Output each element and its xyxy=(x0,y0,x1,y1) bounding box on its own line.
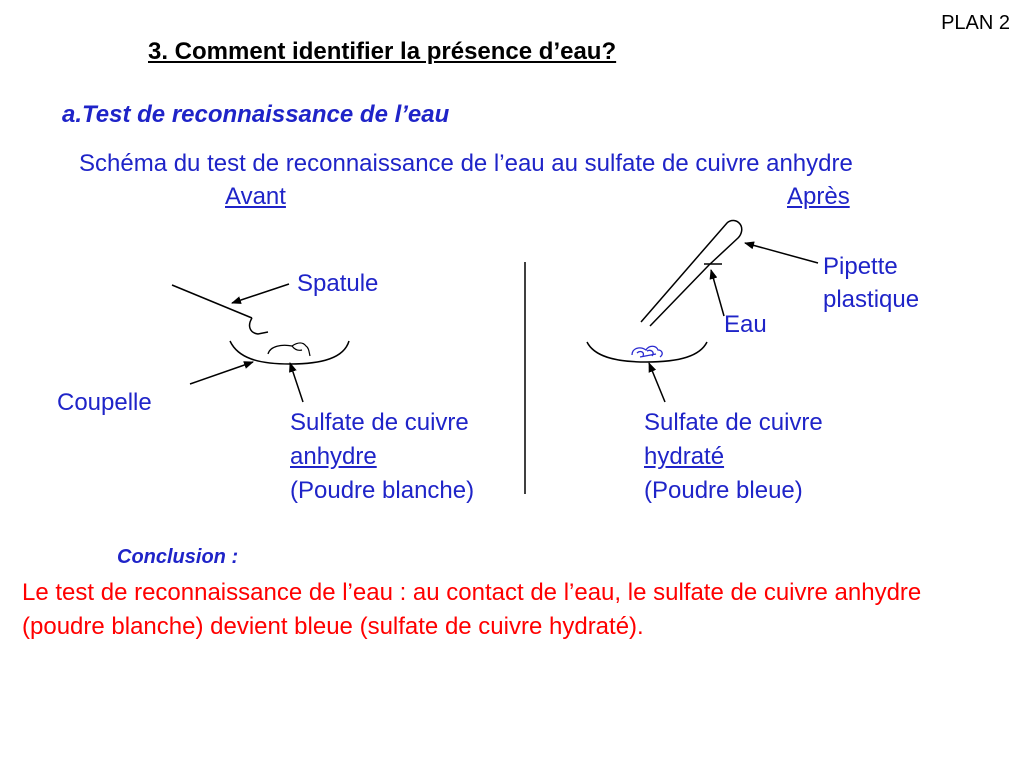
arrow-eau xyxy=(711,270,724,316)
schema-caption: Schéma du test de reconnaissance de l’eau au sulfate de cuivre anhydre xyxy=(79,150,853,177)
arrow-pipette xyxy=(745,243,818,263)
arrow-sulfate-anhydre xyxy=(290,363,303,402)
coupelle-label: Coupelle xyxy=(57,389,152,416)
pipette-label-line2: plastique xyxy=(823,286,920,313)
spatule-label: Spatule xyxy=(297,270,379,297)
white-powder xyxy=(268,343,310,356)
page-title: 3. Comment identifier la présence d’eau? xyxy=(148,38,617,65)
arrow-coupelle xyxy=(190,362,253,384)
sulfate-anhydre-line2: anhydre xyxy=(290,443,377,470)
avant-label: Avant xyxy=(225,183,286,210)
sulfate-anhydre-line1: Sulfate de cuivre xyxy=(290,409,469,436)
sulfate-hydrate-line2: hydraté xyxy=(644,443,725,470)
sulfate-anhydre-label xyxy=(290,406,474,508)
apres-label: Après xyxy=(787,183,850,210)
pipette-label-line1: Pipette xyxy=(823,253,898,280)
sulfate-anhydre-line3: (Poudre blanche) xyxy=(290,477,475,504)
plan-label: PLAN 2 xyxy=(941,12,1010,34)
spatula-icon xyxy=(172,285,268,334)
blue-powder xyxy=(632,346,662,357)
right-dish xyxy=(587,342,707,362)
left-dish xyxy=(230,341,349,364)
arrow-sulfate-hydrate xyxy=(649,363,665,402)
sulfate-hydrate-label xyxy=(644,406,823,508)
conclusion-text: Le test de reconnaissance de l’eau : au contact de l’eau, le sulfate de cuivre anhydre (poudre blanche) devient bleue (sulfate de cuivre hydraté). xyxy=(22,579,922,640)
eau-label: Eau xyxy=(724,311,767,338)
sulfate-hydrate-line1: Sulfate de cuivre xyxy=(644,409,823,436)
pipette-label xyxy=(823,250,919,316)
sulfate-hydrate-line3: (Poudre bleue) xyxy=(644,477,803,504)
conclusion-heading: Conclusion : xyxy=(117,546,239,568)
section-subtitle: a.Test de reconnaissance de l’eau xyxy=(62,101,450,128)
arrow-spatule xyxy=(232,284,289,303)
